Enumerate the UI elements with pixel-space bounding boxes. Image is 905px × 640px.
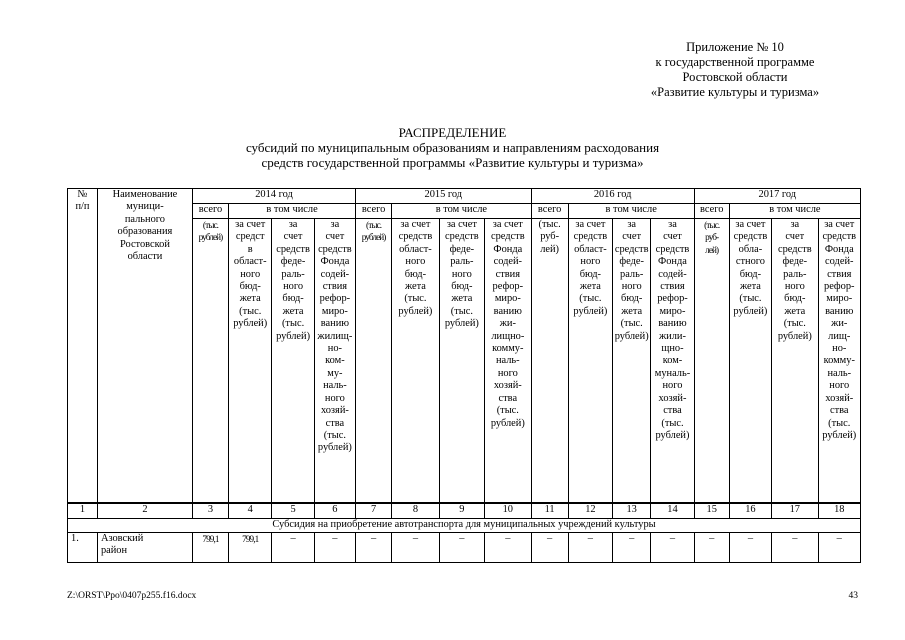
header-total-2016: всего [531,204,568,219]
row-value: – [272,533,314,563]
header-unit-2016: (тыс. руб- лей) [531,219,568,504]
row-value: – [392,533,439,563]
header-year-2016: 2016 год [531,189,694,204]
row-value: – [568,533,612,563]
header-incl-2015: в том числе [392,204,531,219]
header-regional-2014: за счет средст в област- ного бюд- жета (тыс. рублей) [229,219,272,504]
header-incl-2017: в том числе [729,204,860,219]
col-number: 11 [531,503,568,519]
col-number: 8 [392,503,439,519]
col-number: 16 [729,503,771,519]
subsidy-table [67,188,861,563]
header-federal-2014: за счет средств феде- раль- ного бюд- жета (тыс. рублей) [272,219,314,504]
header-unit-2017: (тыс. руб- лей) [694,219,729,504]
row-value: – [729,533,771,563]
header-unit-2014: (тыс. рублей) [192,219,228,504]
header-total-2014: всего [192,204,228,219]
header-regional-2016: за счет средств област- ного бюд- жета (тыс. рублей) [568,219,612,504]
row-value: – [356,533,392,563]
col-number: 13 [613,503,651,519]
row-value: – [485,533,531,563]
col-number: 14 [651,503,694,519]
footer-page-number: 43 [848,591,858,601]
appendix-line-3: Ростовской области [682,70,788,84]
header-year-2014: 2014 год [192,189,355,204]
col-number: 1 [68,503,98,519]
header-incl-2016: в том числе [568,204,694,219]
col-number: 15 [694,503,729,519]
col-number: 7 [356,503,392,519]
row-value: – [314,533,355,563]
row-name: Азовский район [97,533,192,563]
col-number: 5 [272,503,314,519]
header-incl-2014: в том числе [229,204,356,219]
row-value: – [651,533,694,563]
col-number: 2 [97,503,192,519]
row-value: – [613,533,651,563]
document-title [0,125,905,170]
row-value: 799,1 [229,533,272,563]
header-year-2015: 2015 год [356,189,532,204]
col-number: 17 [772,503,818,519]
col-number: 18 [818,503,860,519]
row-value: – [818,533,860,563]
col-number: 10 [485,503,531,519]
header-fund-2017: за счет средств Фонда содей- ствия рефор- миро- ванию жи- лищ- но- комму- наль- ного хозяй- ства (тыс. рублей) [818,219,860,504]
header-year-2017: 2017 год [694,189,860,204]
row-value: – [772,533,818,563]
col-number: 12 [568,503,612,519]
header-fund-2015: за счет средств Фонда содей- ствия рефор- миро- ванию жи- лищно- комму- наль- ного хозяй- ства (тыс. рублей) [485,219,531,504]
title-line-2: субсидий по муниципальным образованиям и направлениям расходования [245,140,660,155]
header-unit-2015: (тыс. рублей) [356,219,392,504]
header-total-2017: всего [694,204,729,219]
header-name: Наименование муници- пального образования Ростовской области [97,189,192,504]
table-row [68,533,861,563]
row-value: 799,1 [192,533,228,563]
footer-file-path: Z:\ORST\Ppo\0407p255.f16.docx [67,591,197,601]
header-fund-2016: за счет средств Фонда содей- ствия рефор- миро- ванию жили- щно- ком- муналь- ного хозяй- ства (тыс. рублей) [651,219,694,504]
header-regional-2017: за счет средств обла- стного бюд- жета (тыс. рублей) [729,219,771,504]
row-value: – [531,533,568,563]
row-num: 1. [68,533,98,563]
header-num: № п/п [68,189,98,504]
appendix-line-4: «Развитие культуры и туризма» [650,85,820,99]
section-title: Субсидия на приобретение автотранспорта для муниципальных учреждений культуры [68,519,861,533]
col-number: 4 [229,503,272,519]
col-number: 6 [314,503,355,519]
header-federal-2017: за счет средств феде- раль- ного бюд- жета (тыс. рублей) [772,219,818,504]
header-federal-2016: за счет средств феде- раль- ного бюд- жета (тыс. рублей) [613,219,651,504]
col-number: 9 [439,503,484,519]
appendix-line-2: к государственной программе [655,55,815,69]
row-value: – [694,533,729,563]
header-federal-2015: за счет средств феде- раль- ного бюд- жета (тыс. рублей) [439,219,484,504]
appendix-line-1: Приложение № 10 [686,40,784,54]
col-number: 3 [192,503,228,519]
header-total-2015: всего [356,204,392,219]
title-line-1: РАСПРЕДЕЛЕНИЕ [398,125,507,140]
title-line-3: средств государственной программы «Развитие культуры и туризма» [261,155,644,170]
header-fund-2014: за счет средств Фонда содей- ствия рефор- миро- ванию жилищ- но- ком- му- наль- ного хозяй- ства (тыс. рублей) [314,219,355,504]
row-value: – [439,533,484,563]
appendix-heading [615,40,855,100]
header-regional-2015: за счет средств област- ного бюд- жета (тыс. рублей) [392,219,439,504]
